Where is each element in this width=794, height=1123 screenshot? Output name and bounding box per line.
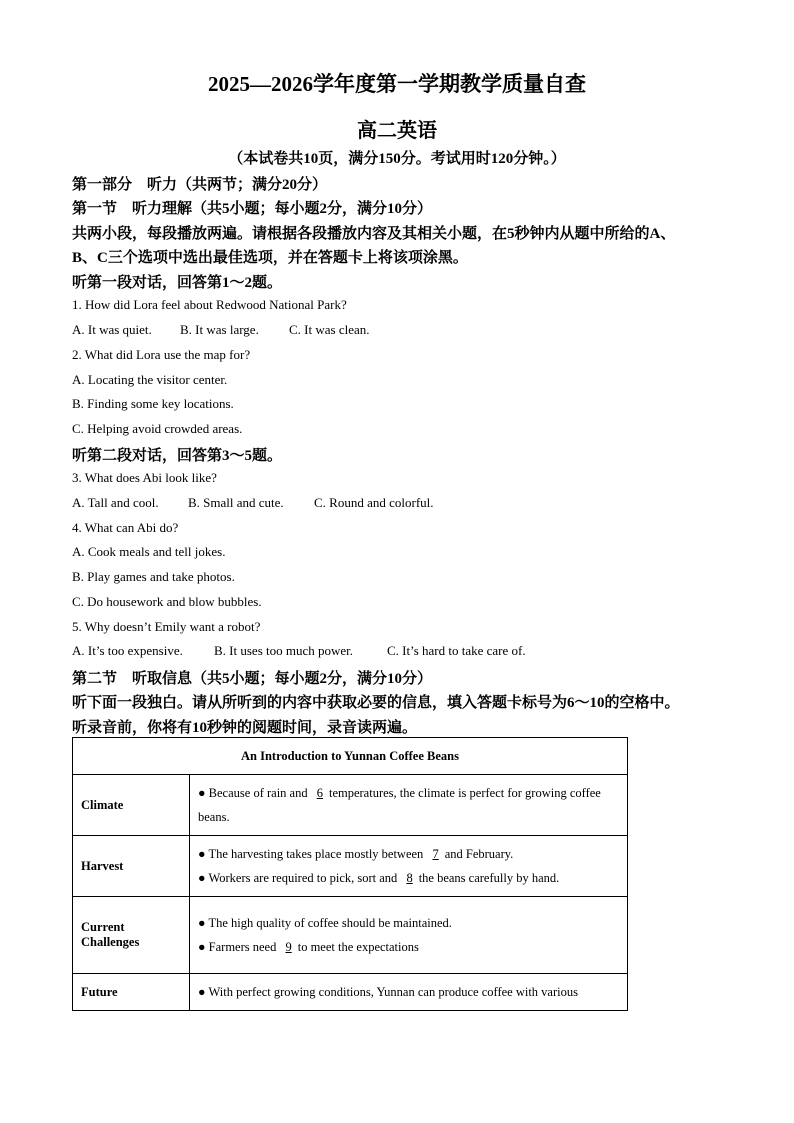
row-content-harvest — [190, 836, 628, 897]
dialog2-instruction: 听第二段对话，回答第3～5题。 — [72, 448, 283, 464]
option-a: A. It’s too expensive. — [72, 643, 183, 658]
table-row-climate — [73, 775, 628, 836]
table-row-challenges — [73, 897, 628, 974]
subject-title: 高二英语 — [357, 120, 437, 142]
text: ● Workers are required to pick, sort and — [198, 871, 401, 885]
question-4: 4. What can Abi do? — [72, 520, 179, 535]
question-3-options — [72, 495, 434, 511]
question-2-option-c: C. Helping avoid crowded areas. — [72, 421, 243, 436]
option-c: C. Round and colorful. — [314, 495, 434, 510]
option-a: A. Tall and cool. — [72, 495, 159, 510]
row-label-challenges — [73, 897, 190, 974]
blank-7: 7 — [432, 847, 439, 861]
option-c: C. It was clean. — [289, 322, 370, 337]
question-5: 5. Why doesn’t Emily want a robot? — [72, 619, 261, 634]
harvest-line-1 — [198, 842, 619, 866]
text: to meet the expectations — [297, 940, 419, 954]
row-content-challenges — [190, 897, 628, 974]
option-b: B. It was large. — [180, 322, 259, 337]
section1-heading: 第一节 听力理解（共5小题；每小题2分，满分10分） — [72, 201, 433, 217]
section1-instruction-2: B、C三个选项中选出最佳选项，并在答题卡上将该项涂黑。 — [72, 250, 468, 266]
question-4-option-c: C. Do housework and blow bubbles. — [72, 594, 262, 609]
question-2: 2. What did Lora use the map for? — [72, 347, 251, 362]
question-3: 3. What does Abi look like? — [72, 470, 217, 485]
table-row-future — [73, 974, 628, 1011]
row-label-harvest: Harvest — [73, 836, 190, 897]
text: and February. — [444, 847, 514, 861]
option-b: B. It uses too much power. — [214, 643, 354, 658]
section2-instruction-1: 听下面一段独白。请从所听到的内容中获取必要的信息，填入答题卡标号为6～10的空格中。 — [72, 695, 680, 711]
question-2-option-a: A. Locating the visitor center. — [72, 372, 228, 387]
challenges-line-2 — [198, 935, 619, 959]
text: the beans carefully by hand. — [418, 871, 560, 885]
part1-heading: 第一部分 听力（共两节；满分20分） — [72, 177, 328, 193]
exam-note: （本试卷共10页，满分150分。考试用时120分钟。） — [228, 151, 566, 167]
coffee-info-table — [72, 737, 628, 1011]
challenges-line-1: ● The high quality of coffee should be maintained. — [198, 916, 452, 930]
row-content-future: ● With perfect growing conditions, Yunnan can produce coffee with various — [190, 974, 628, 1011]
section1-instruction-1: 共两小段，每段播放两遍。请根据各段播放内容及其相关小题，在5秒钟内从题中所给的A、 — [72, 226, 676, 242]
option-a: A. It was quiet. — [72, 322, 152, 337]
row-content-climate — [190, 775, 628, 836]
row-label-climate: Climate — [73, 775, 190, 836]
text: temperatures, the climate is perfect for growing coffee beans. — [198, 786, 601, 824]
option-b: B. Small and cute. — [188, 495, 284, 510]
question-1: 1. How did Lora feel about Redwood National Park? — [72, 297, 347, 312]
option-c: C. It’s hard to take care of. — [387, 643, 526, 658]
label-line-2: Challenges — [81, 935, 140, 949]
question-2-option-b: B. Finding some key locations. — [72, 396, 234, 411]
text: ● The harvesting takes place mostly between — [198, 847, 427, 861]
table-title: An Introduction to Yunnan Coffee Beans — [73, 738, 628, 775]
question-4-option-a: A. Cook meals and tell jokes. — [72, 544, 226, 559]
row-label-future: Future — [73, 974, 190, 1011]
blank-9: 9 — [285, 940, 292, 954]
dialog1-instruction: 听第一段对话，回答第1～2题。 — [72, 275, 283, 291]
table-row-harvest — [73, 836, 628, 897]
blank-8: 8 — [406, 871, 413, 885]
text: ● Farmers need — [198, 940, 280, 954]
harvest-line-2 — [198, 866, 619, 890]
question-5-options — [72, 643, 526, 659]
question-4-option-b: B. Play games and take photos. — [72, 569, 235, 584]
question-1-options — [72, 322, 370, 338]
label-line-1: Current — [81, 920, 125, 934]
text: ● Because of rain and — [198, 786, 311, 800]
blank-6: 6 — [316, 786, 323, 800]
exam-title: 2025—2026学年度第一学期教学质量自查 — [208, 72, 586, 96]
section2-instruction-2: 听录音前，你将有10秒钟的阅题时间，录音读两遍。 — [72, 720, 418, 736]
section2-heading: 第二节 听取信息（共5小题；每小题2分，满分10分） — [72, 671, 433, 687]
